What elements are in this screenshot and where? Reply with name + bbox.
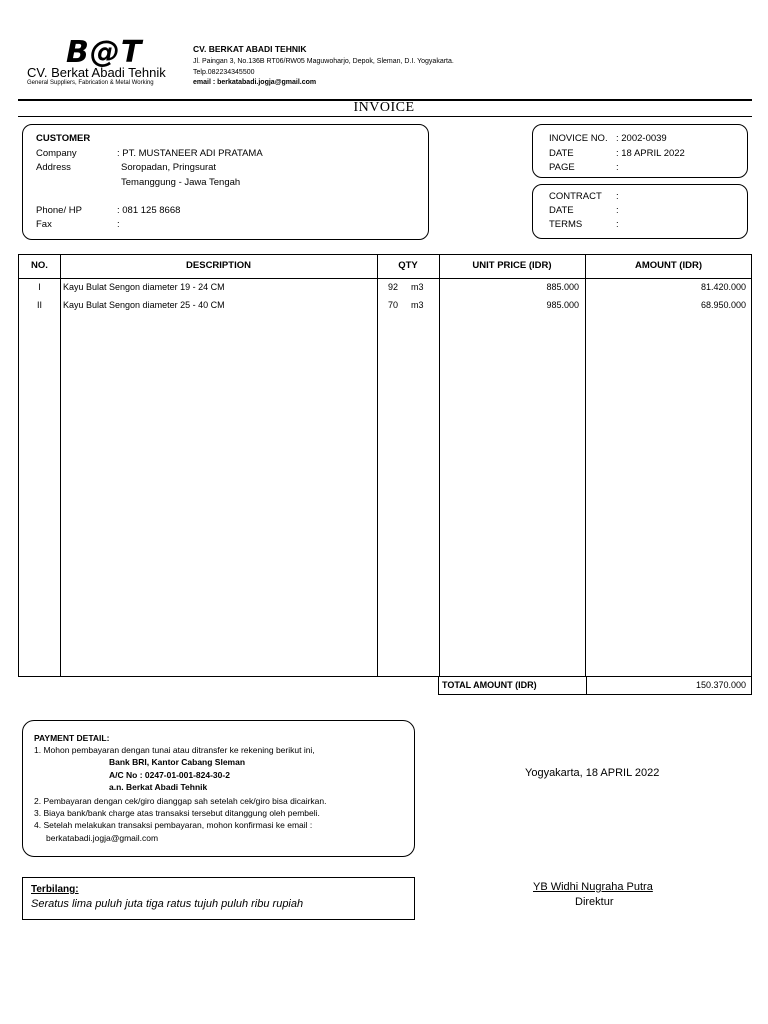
items-table xyxy=(18,254,752,677)
col-header-description: DESCRIPTION xyxy=(186,260,251,271)
row2-amount: 68.950.000 xyxy=(700,300,746,310)
company-email: email : berkatabadi.jogja@gmail.com xyxy=(193,79,317,86)
row2-qty: 70 xyxy=(388,300,399,310)
customer-phone-label: Phone/ HP xyxy=(36,205,82,216)
header-rule-bottom xyxy=(18,116,752,117)
customer-address-line2: Temanggung - Jawa Tengah xyxy=(121,177,241,188)
row2-description: Kayu Bulat Sengon diameter 25 - 40 CM xyxy=(63,300,225,310)
contract-terms-label: TERMS xyxy=(549,219,583,230)
row1-no: I xyxy=(38,282,41,292)
company-logo: B@T xyxy=(66,35,143,70)
total-label: TOTAL AMOUNT (IDR) xyxy=(442,680,537,690)
row1-amount: 81.420.000 xyxy=(700,282,746,292)
company-phone: Telp.082234345500 xyxy=(193,69,255,76)
row2-no: II xyxy=(36,300,42,310)
invoice-title: INVOICE xyxy=(353,100,415,115)
company-address: Jl. Paingan 3, No.136B RT06/RW05 Maguwoharjo, Depok, Sleman, D.I. Yogyakarta. xyxy=(193,58,454,65)
customer-company-value: : PT. MUSTANEER ADI PRATAMA xyxy=(117,148,263,159)
col-header-amount: AMOUNT (IDR) xyxy=(634,260,702,271)
company-logo-name: CV. Berkat Abadi Tehnik xyxy=(27,65,166,80)
row1-qty: 92 xyxy=(388,282,399,292)
payment-account: A/C No : 0247-01-001-824-30-2 xyxy=(109,770,230,780)
contract-value: : xyxy=(616,191,619,202)
customer-address-line1: Soropadan, Pringsurat xyxy=(121,162,217,173)
company-logo-tagline: General Suppliers, Fabrication & Metal Working xyxy=(27,80,154,86)
invoice-page-label: PAGE xyxy=(549,162,575,173)
customer-fax-label: Fax xyxy=(36,219,52,230)
contract-label: CONTRACT xyxy=(549,191,602,202)
invoice-no-label: INOVICE NO. xyxy=(549,133,608,144)
col-header-unit-price: UNIT PRICE (IDR) xyxy=(472,260,552,271)
payment-email: berkatabadi.jogja@gmail.com xyxy=(46,833,159,843)
col-header-qty: QTY xyxy=(398,260,418,271)
payment-line3: 3. Biaya bank/bank charge atas transaksi tersebut ditanggung oleh pembeli. xyxy=(34,808,320,818)
invoice-no-value: : 2002-0039 xyxy=(616,133,667,144)
payment-line4: 4. Setelah melakukan transaksi pembayaran, mohon konfirmasi ke email : xyxy=(34,820,313,830)
customer-heading: CUSTOMER xyxy=(36,133,91,144)
contract-date-label: DATE xyxy=(549,205,574,216)
payment-heading: PAYMENT DETAIL: xyxy=(34,733,110,743)
payment-line1: 1. Mohon pembayaran dengan tunai atau ditransfer ke rekening berikut ini, xyxy=(34,745,315,755)
signatory-position: Direktur xyxy=(575,896,614,908)
row1-description: Kayu Bulat Sengon diameter 19 - 24 CM xyxy=(63,282,225,292)
row1-unit: m3 xyxy=(411,282,424,292)
contract-date-value: : xyxy=(616,205,619,216)
customer-address-label: Address xyxy=(36,162,71,173)
customer-fax-value: : xyxy=(117,219,120,230)
row2-unit-price: 985.000 xyxy=(546,300,579,310)
place-date: Yogyakarta, 18 APRIL 2022 xyxy=(525,767,660,779)
signatory-name: YB Widhi Nugraha Putra xyxy=(533,881,653,893)
payment-account-name: a.n. Berkat Abadi Tehnik xyxy=(109,782,208,792)
invoice-date-label: DATE xyxy=(549,148,574,159)
total-value: 150.370.000 xyxy=(695,680,746,690)
customer-company-label: Company xyxy=(36,148,77,159)
invoice-date-value: : 18 APRIL 2022 xyxy=(616,148,685,159)
company-name: CV. BERKAT ABADI TEHNIK xyxy=(193,44,307,54)
invoice-page-value: : xyxy=(616,162,619,173)
col-header-no: NO. xyxy=(31,260,48,271)
terbilang-value: Seratus lima puluh juta tiga ratus tujuh puluh ribu rupiah xyxy=(31,898,304,910)
terbilang-label: Terbilang: xyxy=(31,884,79,895)
payment-line2: 2. Pembayaran dengan cek/giro dianggap sah setelah cek/giro bisa dicairkan. xyxy=(34,796,327,806)
customer-phone-value: : 081 125 8668 xyxy=(117,205,181,216)
payment-bank: Bank BRI, Kantor Cabang Sleman xyxy=(109,757,246,767)
row1-unit-price: 885.000 xyxy=(546,282,579,292)
contract-terms-value: : xyxy=(616,219,619,230)
row2-unit: m3 xyxy=(411,300,424,310)
